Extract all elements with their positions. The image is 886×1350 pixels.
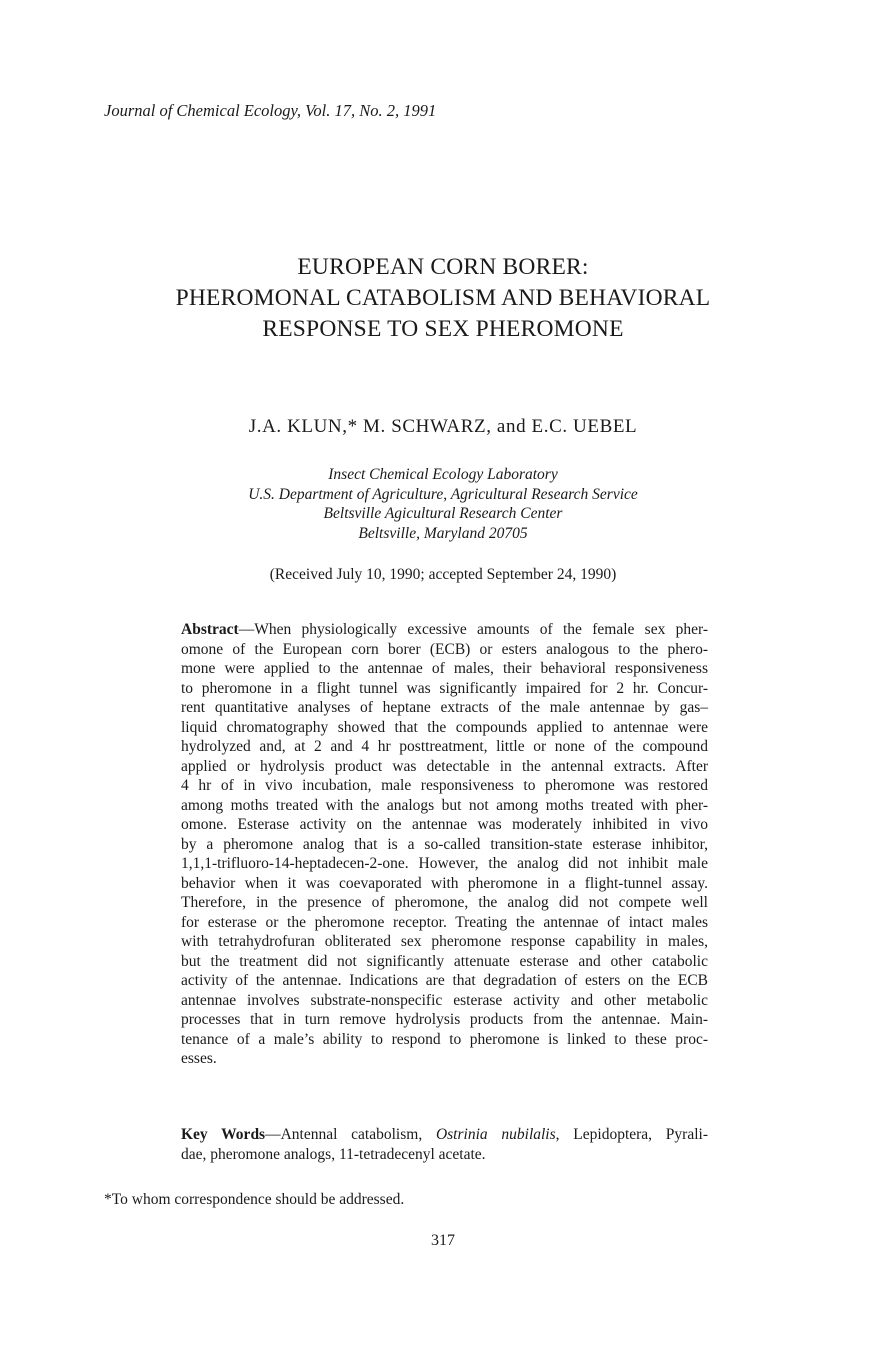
article-title <box>80 252 806 345</box>
key-words-line: Key Words—Antennal catabolism, Ostrinia nubilalis, Lepidoptera, Pyrali- <box>181 1126 708 1143</box>
affiliation-line: Insect Chemical Ecology Laboratory <box>328 466 558 483</box>
key-words-label: Key Words <box>181 1126 266 1143</box>
key-words <box>181 1125 708 1164</box>
abstract-line: behavior when it was coevaporated with pheromone in a flight-tunnel assay. <box>181 874 708 892</box>
abstract-line: tenance of a male’s ability to respond to pheromone is linked to these proc- <box>181 1030 708 1048</box>
title-line: EUROPEAN CORN BORER: <box>297 254 589 280</box>
journal-citation: Journal of Chemical Ecology, Vol. 17, No. 2, 1991 <box>104 101 437 120</box>
abstract-line: processes that in turn remove hydrolysis products from the antennae. Main- <box>181 1011 708 1028</box>
affiliation-line: U.S. Department of Agriculture, Agricultural Research Service <box>248 485 638 503</box>
abstract-line: 1,1,1-trifluoro-14-heptadecen-2-one. However, the analog did not inhibit male <box>181 855 708 872</box>
affiliation-line: Beltsville Agicultural Research Center <box>323 505 563 522</box>
abstract-line: antennae involves substrate-nonspecific esterase activity and other metabolic <box>181 991 708 1009</box>
abstract-line: 4 hr of in vivo incubation, male responsiveness to pheromone was restored <box>181 777 708 794</box>
abstract-line: omone. Esterase activity on the antennae was moderately inhibited in vivo <box>181 816 708 833</box>
received-dates: (Received July 10, 1990; accepted September 24, 1990) <box>269 566 617 583</box>
abstract-line: Therefore, in the presence of pheromone, the analog did not compete well <box>181 894 708 911</box>
abstract-line: activity of the antennae. Indications are that degradation of esters on the ECB <box>181 972 708 989</box>
abstract-line: but the treatment did not significantly attenuate esterase and other catabolic <box>181 952 708 970</box>
affiliation-block <box>100 465 786 543</box>
abstract-line: by a pheromone analog that is a so-called transition-state esterase inhibitor, <box>181 835 708 853</box>
abstract-line: Abstract—When physiologically excessive amounts of the female sex pher- <box>181 621 708 638</box>
abstract-line: with tetrahydrofuran obliterated sex pheromone response capability in males, <box>181 933 708 950</box>
abstract-line: esses. <box>181 1050 217 1067</box>
title-line: RESPONSE TO SEX PHEROMONE <box>262 316 624 342</box>
abstract-line: liquid chromatography showed that the compounds applied to antennae were <box>181 718 708 736</box>
title-line: PHEROMONAL CATABOLISM AND BEHAVIORAL <box>175 285 711 311</box>
abstract-line: applied or hydrolysis product was detectable in the antennal extracts. After <box>181 757 708 775</box>
author-list: J.A. KLUN,* M. SCHWARZ, and E.C. UEBEL <box>248 416 638 437</box>
abstract-line: hydrolyzed and, at 2 and 4 hr posttreatment, little or none of the compound <box>181 738 708 755</box>
species-name: Ostrinia nubilalis <box>435 1126 556 1143</box>
abstract-line: for esterase or the pheromone receptor. Treating the antennae of intact males <box>181 913 708 931</box>
abstract-line: among moths treated with the analogs but not among moths treated with pher- <box>181 796 708 814</box>
page-number: 317 <box>431 1232 455 1249</box>
correspondence-footnote: *To whom correspondence should be addressed. <box>104 1191 405 1208</box>
abstract-line: rent quantitative analyses of heptane extracts of the male antennae by gas– <box>181 699 708 716</box>
key-words-line: dae, pheromone analogs, 11-tetradecenyl acetate. <box>181 1145 486 1163</box>
abstract-line: mone were applied to the antennae of males, their behavioral responsiveness <box>181 660 708 677</box>
abstract-label: Abstract <box>181 621 239 638</box>
abstract <box>181 620 708 1069</box>
affiliation-line: Beltsville, Maryland 20705 <box>358 524 528 542</box>
abstract-line: to pheromone in a flight tunnel was significantly impaired for 2 hr. Concur- <box>181 679 708 697</box>
abstract-line: omone of the European corn borer (ECB) or esters analogous to the phero- <box>181 640 708 658</box>
